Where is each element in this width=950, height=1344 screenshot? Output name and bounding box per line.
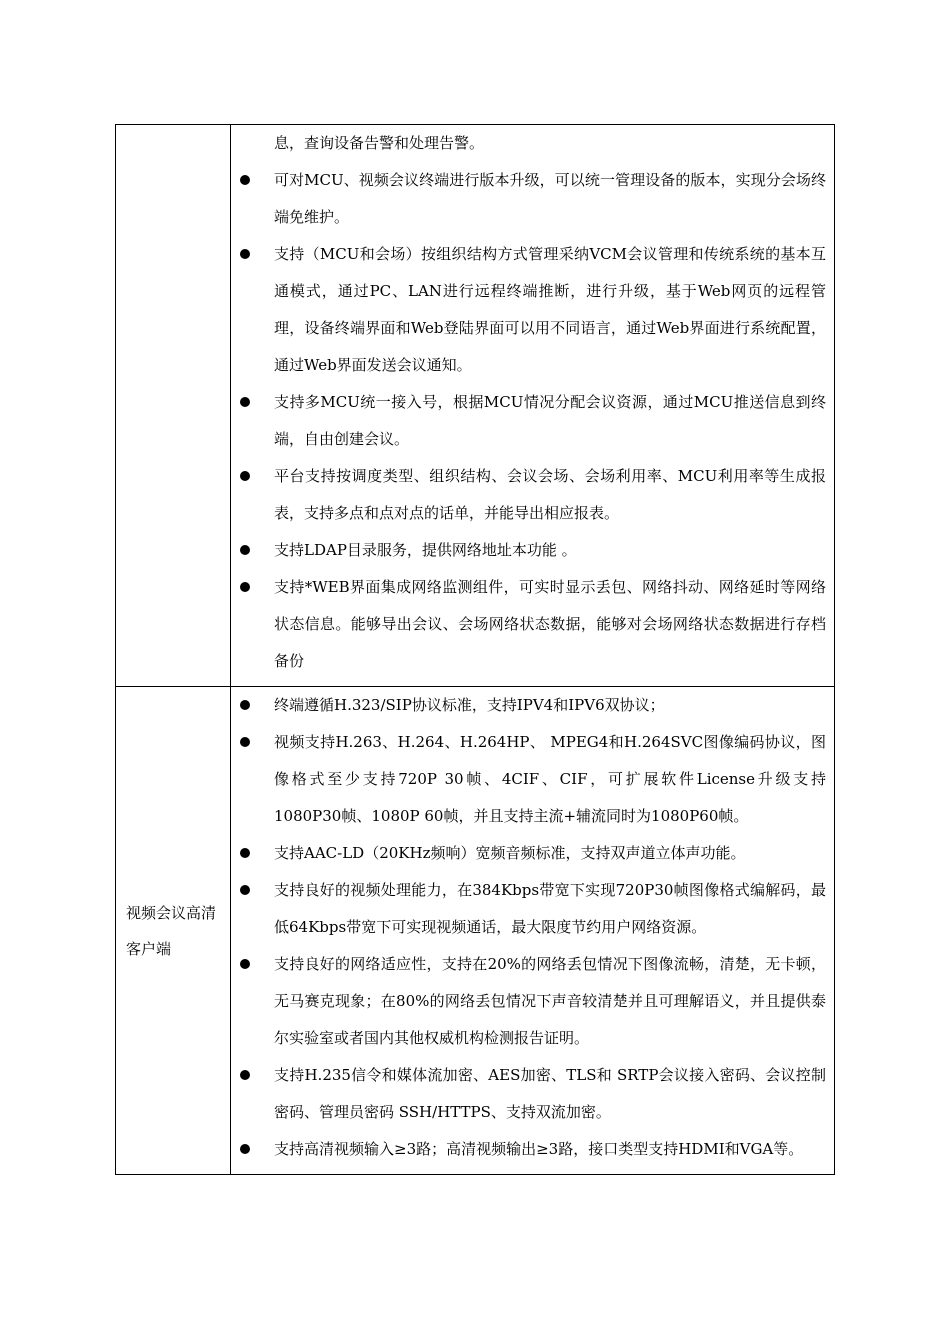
list-item — [231, 687, 834, 724]
bullet-icon — [240, 471, 250, 481]
list-item-text: 可对MCU、视频会议终端进行版本升级，可以统一管理设备的版本，实现分会场终端免维护。 — [274, 171, 826, 226]
bullet-icon — [240, 545, 250, 555]
list-item — [231, 1057, 834, 1131]
list-item-text: 支持良好的视频处理能力，在384Kbps带宽下实现720P30帧图像格式编解码，最低64Kbps带宽下可实现视频通话，最大限度节约用户网络资源。 — [274, 881, 826, 936]
list-item-text: 视频支持H.263、H.264、H.264HP、 MPEG4和H.264SVC图像编码协议，图像格式至少支持720P 30帧、4CIF、CIF，可扩展软件License升级支持1080P30帧、1080P 60帧，并且支持主流+辅流同时为1080P60帧。 — [274, 733, 826, 825]
list-item-text: 支持高清视频输入≥3路；高清视频输出≥3路，接口类型支持HDMI和VGA等。 — [274, 1140, 804, 1158]
bullet-icon — [240, 737, 250, 747]
bullet-list — [231, 125, 834, 686]
bullet-icon — [240, 249, 250, 259]
list-item-text: 支持多MCU统一接入号，根据MCU情况分配会议资源，通过MCU推送信息到终端，自由创建会议。 — [274, 393, 826, 448]
bullet-icon — [240, 582, 250, 592]
list-item — [231, 1131, 834, 1168]
row-label-cell — [116, 125, 231, 687]
list-item — [231, 946, 834, 1057]
list-item-text: 支持良好的网络适应性，支持在20%的网络丢包情况下图像流畅，清楚，无卡顿，无马赛克现象；在80%的网络丢包情况下声音较清楚并且可理解语义，并且提供泰尔实验室或者国内其他权威机构检测报告证明。 — [274, 955, 826, 1047]
bullet-icon — [240, 959, 250, 969]
bullet-list — [231, 687, 834, 1174]
list-item — [231, 724, 834, 835]
table-row — [116, 125, 835, 687]
bullet-icon — [240, 1144, 250, 1154]
row-label-cell — [116, 687, 231, 1175]
list-item-text: 支持*WEB界面集成网络监测组件，可实时显示丢包、网络抖动、网络延时等网络状态信息。能够导出会议、会场网络状态数据，能够对会场网络状态数据进行存档备份 — [274, 578, 826, 670]
list-item-text: 终端遵循H.323/SIP协议标准，支持IPV4和IPV6双协议； — [274, 696, 665, 714]
list-item-text: 支持H.235信令和媒体流加密、AES加密、TLS和 SRTP会议接入密码、会议控制密码、管理员密码 SSH/HTTPS、支持双流加密。 — [274, 1066, 826, 1121]
list-item — [231, 162, 834, 236]
list-item — [231, 532, 834, 569]
list-item-text: 支持LDAP目录服务，提供网络地址本功能 。 — [274, 541, 577, 559]
list-item — [231, 872, 834, 946]
bullet-icon — [240, 700, 250, 710]
list-item — [231, 236, 834, 384]
list-item-text: 平台支持按调度类型、组织结构、会议会场、会场利用率、MCU利用率等生成报表，支持多点和点对点的话单，并能导出相应报表。 — [274, 467, 826, 522]
table-row — [116, 687, 835, 1175]
list-item-text: 支持AAC-LD（20KHz频响）宽频音频标准，支持双声道立体声功能。 — [274, 844, 746, 862]
row-label: 视频会议高清客户端 — [126, 903, 217, 958]
bullet-icon — [240, 848, 250, 858]
list-item — [231, 458, 834, 532]
bullet-icon — [240, 1070, 250, 1080]
list-item — [231, 384, 834, 458]
list-item — [231, 569, 834, 680]
bullet-icon — [240, 397, 250, 407]
bullet-icon — [240, 885, 250, 895]
continuation-text: 息，查询设备告警和处理告警。 — [274, 134, 485, 152]
list-item-text: 支持（MCU和会场）按组织结构方式管理采纳VCM会议管理和传统系统的基本互通模式，通过PC、LAN进行远程终端推断，进行升级，基于Web网页的远程管理，设备终端界面和Web登陆界面可以用不同语言，通过Web界面进行系统配置，通过Web界面发送会议通知。 — [274, 245, 826, 374]
list-item — [231, 835, 834, 872]
bullet-icon — [240, 175, 250, 185]
spec-table — [115, 124, 835, 1175]
row-content-cell — [231, 125, 835, 687]
row-content-cell — [231, 687, 835, 1175]
